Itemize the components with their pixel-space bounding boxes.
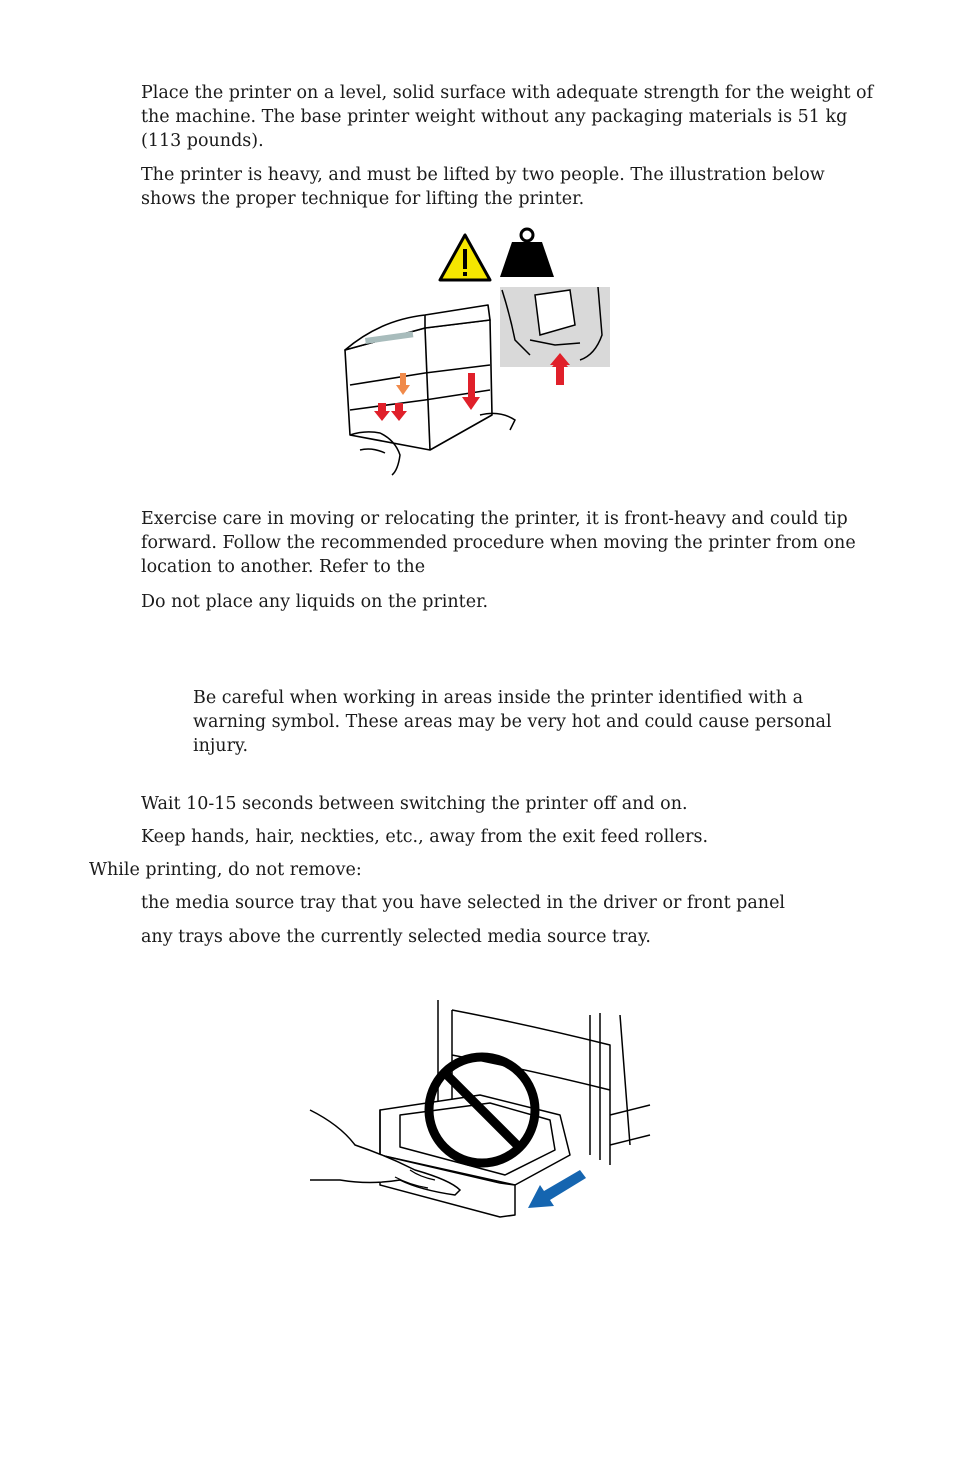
heavy-weight-icon [500, 229, 554, 277]
paragraph-wait: Wait 10-15 seconds between switching the printer off and on. [141, 794, 688, 814]
text-line: forward. Follow the recommended procedure when moving the printer from one [141, 533, 856, 553]
text-line: (113 pounds). [141, 131, 264, 151]
paragraph-while-printing: While printing, do not remove: [89, 860, 362, 880]
text-line: the machine. The base printer weight without any packaging materials is 51 kg [141, 107, 848, 127]
paragraph-hands: Keep hands, hair, neckties, etc., away from the exit feed rollers. [141, 827, 709, 847]
list-item-media-tray: the media source tray that you have selected in the driver or front panel [141, 893, 786, 913]
lifting-illustration [340, 225, 625, 485]
person-lifting-panel [500, 287, 610, 385]
text-line: Exercise care in moving or relocating the printer, it is front-heavy and could tip [141, 509, 848, 529]
paragraph-liquids: Do not place any liquids on the printer. [141, 592, 489, 612]
text-line: The printer is heavy, and must be lifted by two people. The illustration below [141, 165, 825, 185]
text-line: Place the printer on a level, solid surface with adequate strength for the weight of [141, 83, 874, 103]
tray-removal-illustration [300, 995, 655, 1225]
pull-arrow-icon [528, 1170, 586, 1208]
text-line: warning symbol. These areas may be very hot and could cause personal [193, 712, 832, 732]
list-item-trays-above: any trays above the currently selected media source tray. [141, 927, 651, 947]
text-line: Be careful when working in areas inside the printer identified with a [193, 688, 804, 708]
text-line: injury. [193, 736, 249, 756]
text-line: shows the proper technique for lifting the printer. [141, 189, 585, 209]
warning-triangle-icon [440, 235, 490, 280]
text-line: location to another. Refer to the [141, 557, 426, 577]
